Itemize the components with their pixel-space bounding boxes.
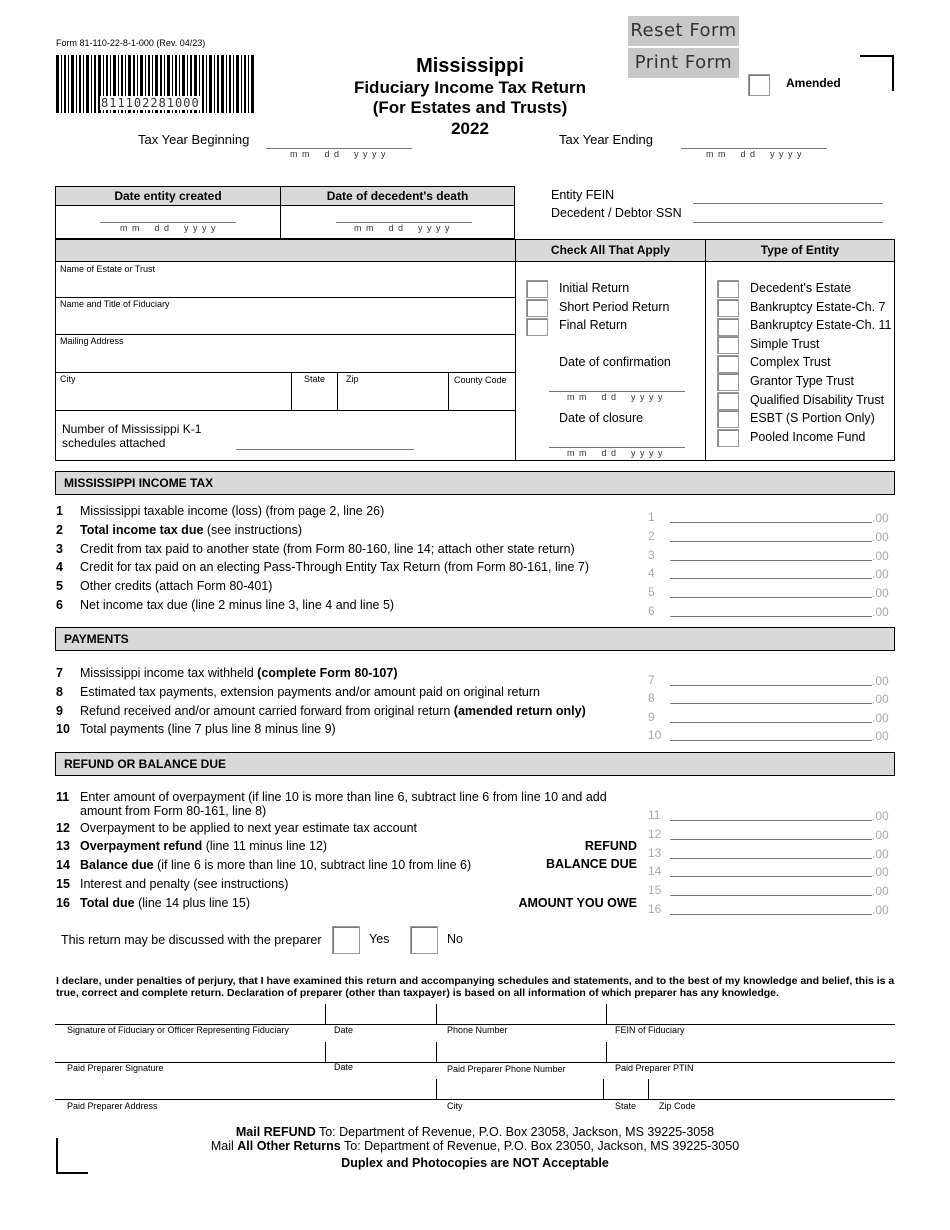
entity-type-label: Simple Trust <box>750 337 820 351</box>
date-confirmation-input[interactable] <box>549 378 685 392</box>
tax-year-beginning-label: Tax Year Beginning <box>138 132 250 147</box>
entity-type-checkbox[interactable] <box>717 429 739 447</box>
date-closure-label: Date of closure <box>559 411 644 425</box>
entity-type-checkbox[interactable] <box>717 280 739 298</box>
short-period-return-label: Short Period Return <box>559 300 670 314</box>
phone-label: Phone Number <box>447 1025 508 1035</box>
discuss-no-checkbox[interactable] <box>410 926 438 954</box>
check-all-header: Check All That Apply <box>515 240 705 262</box>
preparer-city-input[interactable] <box>437 1079 602 1099</box>
entity-type-checkbox[interactable] <box>717 336 739 354</box>
fiduciary-signature-label: Signature of Fiduciary or Officer Representing Fiduciary <box>67 1025 289 1035</box>
entity-box <box>55 239 895 461</box>
line-8-amount-input[interactable]: 8 .00 <box>648 691 889 706</box>
refund-label: REFUND <box>584 839 637 853</box>
entity-type-label: Grantor Type Trust <box>750 374 854 388</box>
discuss-yes-checkbox[interactable] <box>332 926 360 954</box>
line-8-label: 8 Estimated tax payments, extension payments and/or amount paid on original return <box>56 685 540 699</box>
date-format-hint: m m d d y y y y <box>567 448 664 458</box>
section-payments: PAYMENTS <box>55 627 895 651</box>
date-entity-created-input[interactable] <box>100 209 236 223</box>
fiduciary-label: Name and Title of Fiduciary <box>60 299 170 309</box>
entity-type-header: Type of Entity <box>705 240 894 262</box>
paid-preparer-date-label: Date <box>334 1062 354 1072</box>
amended-checkbox[interactable] <box>748 74 770 96</box>
date-label: Date <box>334 1025 354 1035</box>
dates-box <box>55 186 515 239</box>
line-13-amount-input[interactable]: 13 .00 <box>648 846 889 861</box>
date-decedent-death-input[interactable] <box>336 209 472 223</box>
fiduciary-fein-input[interactable] <box>607 1004 895 1024</box>
line-6-label: 6 Net income tax due (line 2 minus line 3, line 4 and line 5) <box>56 598 395 612</box>
entity-type-label: Bankruptcy Estate-Ch. 11 <box>750 318 892 332</box>
paid-preparer-phone-input[interactable] <box>437 1042 605 1062</box>
reset-form-button[interactable]: Reset Form <box>628 16 739 46</box>
line-15-label: 15 Interest and penalty (see instructions) <box>56 877 289 891</box>
final-return-checkbox[interactable] <box>526 318 548 336</box>
line-13-label: 13 Overpayment refund (line 11 minus line 12) <box>56 839 328 853</box>
form-title <box>300 55 640 139</box>
final-return-label: Final Return <box>559 318 628 332</box>
state-label: State <box>304 374 326 384</box>
line-6-amount-input[interactable]: 6 .00 <box>648 604 889 619</box>
decedent-ssn-label: Decedent / Debtor SSN <box>551 206 682 220</box>
state-title: Mississippi <box>416 55 524 77</box>
entity-type-label: ESBT (S Portion Only) <box>750 411 875 425</box>
mailing-address-label: Mailing Address <box>60 336 124 346</box>
line-16-label: 16 Total due (line 14 plus line 15) <box>56 896 250 910</box>
amount-you-owe-label: AMOUNT YOU OWE <box>518 896 637 910</box>
section-refund: REFUND OR BALANCE DUE <box>55 752 895 776</box>
discuss-preparer-label: This return may be discussed with the preparer <box>61 933 322 947</box>
line-16-amount-input[interactable]: 16 .00 <box>648 902 889 917</box>
paid-preparer-signature-input[interactable] <box>56 1042 324 1062</box>
print-form-button[interactable]: Print Form <box>628 48 739 78</box>
barcode-number: 811102281000 <box>101 96 200 110</box>
line-2-label: 2 Total income tax due (see instructions) <box>56 523 303 537</box>
line-15-amount-input[interactable]: 15 .00 <box>648 883 889 898</box>
date-format-hint: m m d d y y y y <box>706 149 803 159</box>
title-line-2: (For Estates and Trusts) <box>372 98 568 117</box>
balance-due-label: BALANCE DUE <box>546 857 637 871</box>
corner-mark-top-right <box>860 55 894 91</box>
state-label: State <box>615 1101 637 1111</box>
line-3-amount-input[interactable]: 3 .00 <box>648 548 889 563</box>
tax-year-beginning-input[interactable] <box>266 134 412 149</box>
zip-code-label: Zip Code <box>659 1101 696 1111</box>
fein-fiduciary-label: FEIN of Fiduciary <box>615 1025 685 1035</box>
entity-type-label: Bankruptcy Estate-Ch. 7 <box>750 300 886 314</box>
tax-year: 2022 <box>451 119 489 138</box>
entity-type-label: Decedent's Estate <box>750 281 852 295</box>
date-format-hint: m m d d y y y y <box>120 223 217 233</box>
estate-name-label: Name of Estate or Trust <box>60 264 156 274</box>
line-11-label: 11 Enter amount of overpayment (if line 10 is more than line 6, subtract line 6 from line 10 and add <box>56 790 607 804</box>
amended-label: Amended <box>786 76 841 90</box>
discuss-no-label: No <box>447 932 463 946</box>
tax-year-ending-label: Tax Year Ending <box>559 132 653 147</box>
date-format-hint: m m d d y y y y <box>290 149 387 159</box>
line-5-label: 5 Other credits (attach Form 80-401) <box>56 579 273 593</box>
line-10-amount-input[interactable]: 10 .00 <box>648 728 889 743</box>
line-12-label: 12 Overpayment to be applied to next year estimate tax account <box>56 821 417 835</box>
mail-other-address: Mail All Other Returns To: Department of Revenue, P.O. Box 23050, Jackson, MS 39225-3050 <box>210 1139 740 1153</box>
line-1-label: 1 Mississippi taxable income (loss) (from page 2, line 26) <box>56 504 385 518</box>
entity-type-label: Complex Trust <box>750 355 831 369</box>
city-label: City <box>60 374 76 384</box>
zip-label: Zip <box>346 374 359 384</box>
initial-return-label: Initial Return <box>559 281 630 295</box>
paid-preparer-signature-label: Paid Preparer Signature <box>67 1063 164 1073</box>
date-format-hint: m m d d y y y y <box>354 223 451 233</box>
line-9-amount-input[interactable]: 9 .00 <box>648 710 889 725</box>
date-closure-input[interactable] <box>549 434 685 448</box>
county-code-label: County Code <box>454 375 507 385</box>
entity-type-checkbox[interactable] <box>717 318 739 336</box>
phone-input[interactable] <box>437 1004 605 1024</box>
date-entity-created-header: Date entity created <box>56 187 280 206</box>
mail-refund-address: Mail REFUND To: Department of Revenue, P.O. Box 23058, Jackson, MS 39225-3058 <box>235 1125 715 1139</box>
entity-fein-input[interactable] <box>693 190 883 204</box>
date-confirmation-label: Date of confirmation <box>559 355 671 369</box>
paid-preparer-address-input[interactable] <box>56 1079 435 1099</box>
short-period-return-checkbox[interactable] <box>526 299 548 317</box>
date-decedent-death-header: Date of decedent's death <box>280 187 514 206</box>
line-14-label: 14 Balance due (if line 6 is more than line 10, subtract line 10 from line 6) <box>56 858 472 872</box>
entity-type-checkbox[interactable] <box>717 373 739 391</box>
entity-type-label: Pooled Income Fund <box>750 430 866 444</box>
date-format-hint: m m d d y y y y <box>567 392 664 402</box>
mailing-address-input[interactable] <box>56 335 515 373</box>
paid-preparer-phone-label: Paid Preparer Phone Number <box>447 1064 566 1074</box>
duplex-notice: Duplex and Photocopies are NOT Acceptable <box>341 1156 609 1170</box>
discuss-yes-label: Yes <box>369 932 390 946</box>
paid-preparer-ptin-label: Paid Preparer PTIN <box>615 1063 694 1073</box>
title-line-1: Fiduciary Income Tax Return <box>353 78 587 97</box>
paid-preparer-address-label: Paid Preparer Address <box>67 1101 158 1111</box>
initial-return-checkbox[interactable] <box>526 280 548 298</box>
line-5-amount-input[interactable]: 5 .00 <box>648 585 889 600</box>
line-4-label: 4 Credit for tax paid on an electing Pass-Through Entity Tax Return (from Form 80-161, line 7) <box>56 560 590 574</box>
decedent-ssn-input[interactable] <box>693 209 883 223</box>
entity-type-label: Qualified Disability Trust <box>750 393 885 407</box>
entity-type-checkbox[interactable] <box>717 410 739 428</box>
line-4-amount-input[interactable]: 4 .00 <box>648 566 889 581</box>
paid-preparer-date-input[interactable] <box>326 1042 435 1062</box>
line-9-label: 9 Refund received and/or amount carried forward from original return (amended return only) <box>56 704 586 718</box>
paid-preparer-ptin-input[interactable] <box>607 1042 895 1062</box>
declaration-text: I declare, under penalties of perjury, that I have examined this return and accompanying schedules and statements, and to the best of my knowledge and belief, this is a true, correct and complete return. Declaration of preparer (other than taxpayer) is based on all information of which preparer has any knowledge. <box>56 975 895 999</box>
tax-year-ending-input[interactable] <box>681 134 827 149</box>
k1-count-input[interactable] <box>236 438 414 450</box>
estate-name-input[interactable] <box>56 262 515 298</box>
line-3-label: 3 Credit from tax paid to another state (from Form 80-160, line 14; attach other state return) <box>56 542 575 556</box>
preparer-state-input[interactable] <box>604 1079 647 1099</box>
entity-type-checkbox[interactable] <box>717 299 739 317</box>
preparer-zip-input[interactable] <box>649 1079 895 1099</box>
fiduciary-signature-input[interactable] <box>56 1004 324 1024</box>
section-income-tax: MISSISSIPPI INCOME TAX <box>55 471 895 495</box>
line-11-label-cont: amount from Form 80-161, line 8) <box>80 804 267 818</box>
line-7-label: 7 Mississippi income tax withheld (complete Form 80-107) <box>56 666 398 680</box>
line-12-amount-input[interactable]: 12 .00 <box>648 827 889 842</box>
line-7-amount-input[interactable]: 7 .00 <box>648 673 889 688</box>
city-label: City <box>447 1101 463 1111</box>
entity-type-checkbox[interactable] <box>717 355 739 373</box>
fiduciary-input[interactable] <box>56 298 515 335</box>
entity-type-checkbox[interactable] <box>717 392 739 410</box>
city-input[interactable] <box>56 373 291 411</box>
line-2-amount-input[interactable]: 2 .00 <box>648 529 889 544</box>
k1-label: Number of Mississippi K-1 schedules attached <box>62 422 202 450</box>
line-10-label: 10 Total payments (line 7 plus line 8 minus line 9) <box>56 722 336 736</box>
corner-mark-bottom-left <box>56 1138 88 1174</box>
fiduciary-date-input[interactable] <box>326 1004 435 1024</box>
entity-fein-label: Entity FEIN <box>551 188 615 202</box>
line-11-amount-input[interactable]: 11 .00 <box>648 808 889 823</box>
line-1-amount-input[interactable]: 1 .00 <box>648 510 889 525</box>
form-number: Form 81-110-22-8-1-000 (Rev. 04/23) <box>56 38 206 48</box>
line-14-amount-input[interactable]: 14 .00 <box>648 864 889 879</box>
